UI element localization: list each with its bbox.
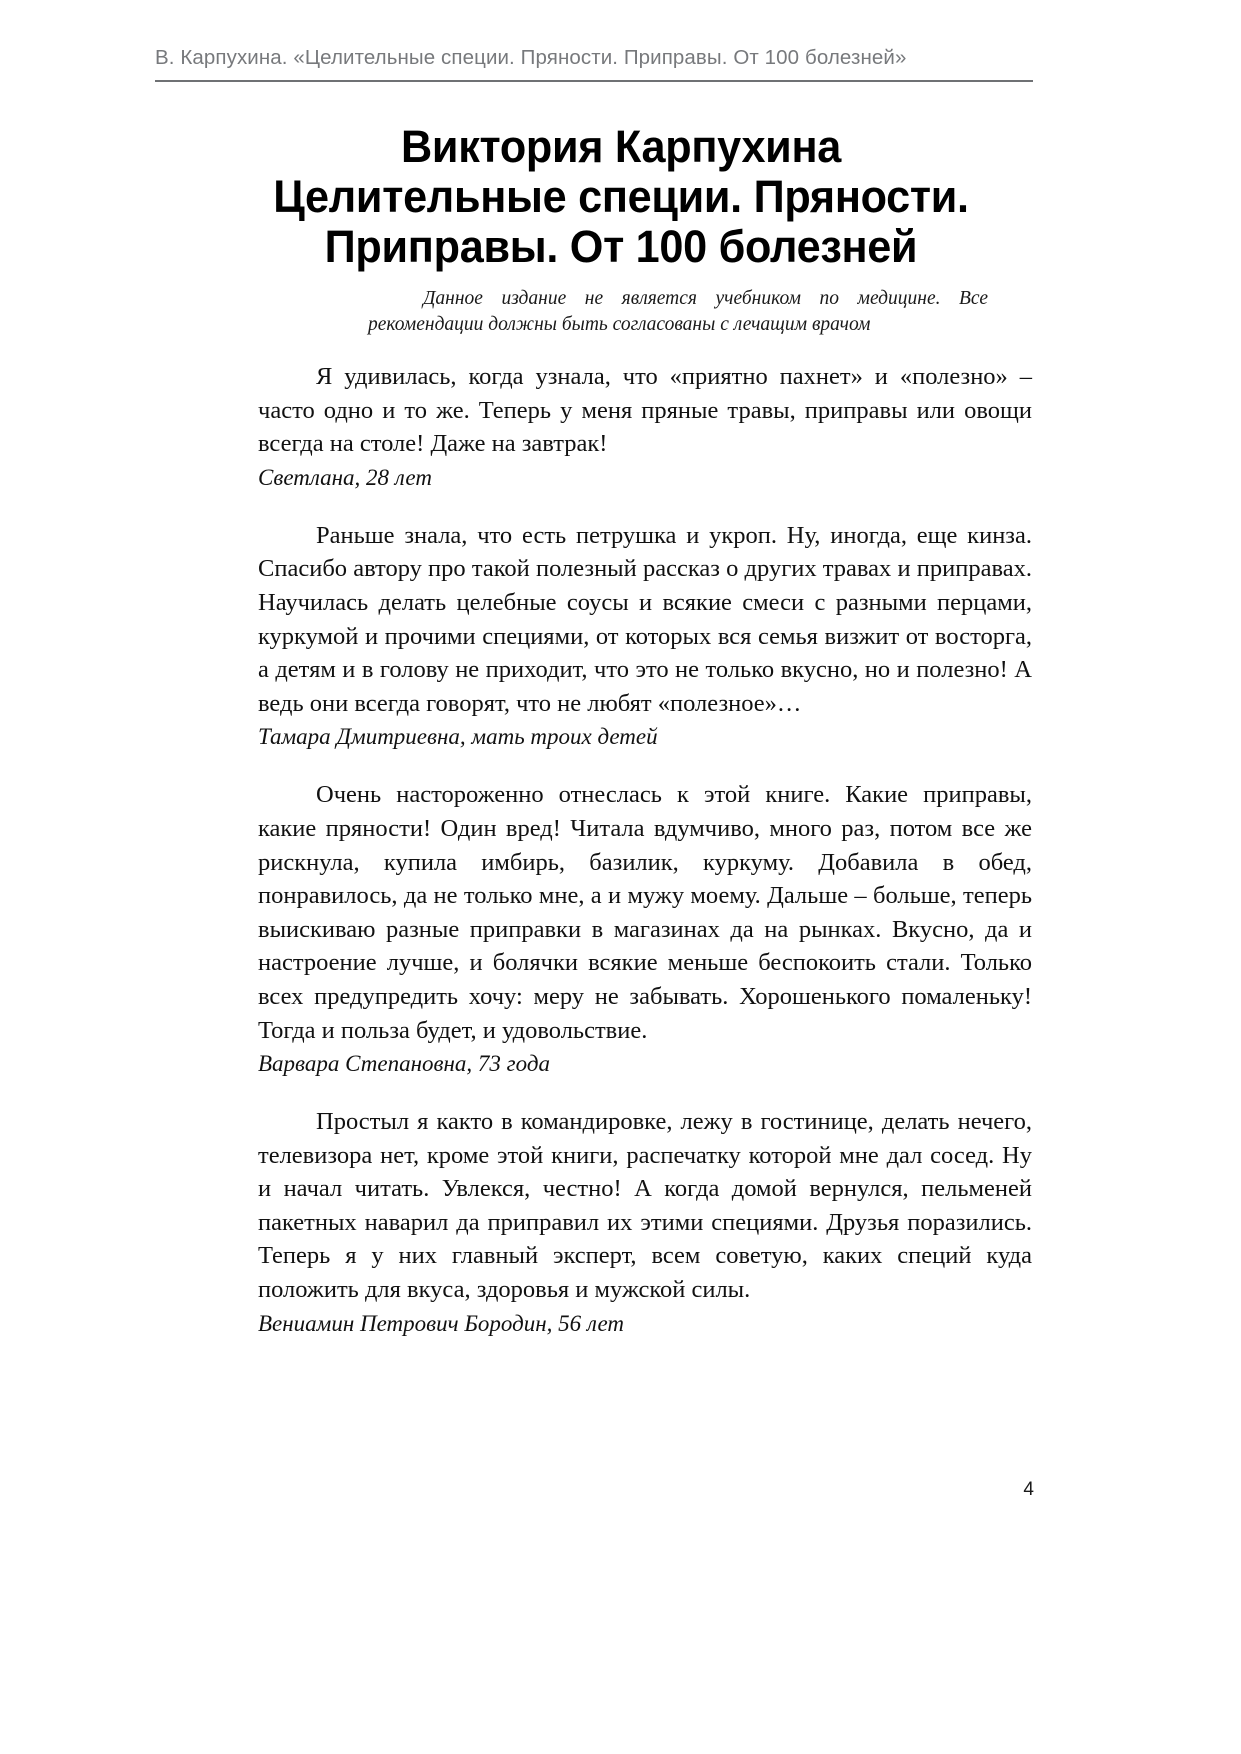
book-author-title: Виктория Карпухина xyxy=(401,121,841,172)
testimonial-item xyxy=(258,360,1032,494)
book-title-line-1: Целительные специи. Пряности. xyxy=(273,171,969,222)
epigraph-disclaimer: Данное издание не является учебником по медицине. Все рекомендации должны быть согласованы с лечащим врачом xyxy=(368,288,988,335)
testimonial-text: Очень настороженно отнеслась к этой книге. Какие приправы, какие пряности! Один вред! Читала вдумчиво, много раз, потом все же рискнула, купила имбирь, базилик, куркуму. Добавила в обед, понравилось, да не только мне, а и мужу моему. Дальше – больше, теперь выискиваю разные приправки в магазинах да на рынках. Вкусно, да и настроение лучше, и болячки всякие меньше беспокоить стали. Только всех предупредить хочу: меру не забывать. Хорошенького помаленьку! Тогда и польза будет, и удовольствие. xyxy=(258,781,1032,1044)
testimonial-attribution: Светлана, 28 лет xyxy=(258,464,432,490)
testimonial-attribution: Вениамин Петрович Бородин, 56 лет xyxy=(258,1310,625,1336)
testimonial-text: Простыл я както в командировке, лежу в гостинице, делать нечего, телевизора нет, кроме этой книги, распечатку которой мне дал сосед. Ну и начал читать. Увлекся, честно! А когда домой вернулся, пельменей пакетных наварил да приправил их этими специями. Друзья поразились. Теперь я у них главный эксперт, всем советую, каких специй куда положить для вкуса, здоровья и мужской силы. xyxy=(258,1108,1032,1304)
testimonial-item xyxy=(258,778,1032,1080)
testimonial-text: Раньше знала, что есть петрушка и укроп. Ну, иногда, еще кинза. Спасибо автору про такой полезный рассказ о других травах и приправах. Научилась делать целебные соусы и всякие смеси с разными перцами, куркумой и прочими специями, от которых вся семья визжит от восторга, а детям и в голову не приходит, что это не только вкусно, но и полезно! А ведь они всегда говорят, что не любят «полезное»… xyxy=(258,521,1032,717)
testimonial-attribution: Варвара Степановна, 73 года xyxy=(258,1051,550,1077)
testimonial-attribution: Тамара Дмитриевна, мать троих детей xyxy=(258,724,658,750)
testimonials-section xyxy=(258,360,1032,1340)
testimonial-text: Я удивилась, когда узнала, что «приятно пахнет» и «полезно» – часто одно и то же. Теперь у меня пряные травы, приправы или овощи всегда на столе! Даже на завтрак! xyxy=(258,363,1032,458)
running-header: В. Карпухина. «Целительные специи. Пряности. Приправы. От 100 болезней» xyxy=(155,46,907,69)
book-title-line-2: Приправы. От 100 болезней xyxy=(324,221,918,272)
testimonial-item xyxy=(258,519,1032,754)
page-number: 4 xyxy=(1023,1479,1034,1500)
testimonial-item xyxy=(258,1105,1032,1340)
title-block xyxy=(210,122,1032,272)
header-rule xyxy=(155,80,1033,82)
